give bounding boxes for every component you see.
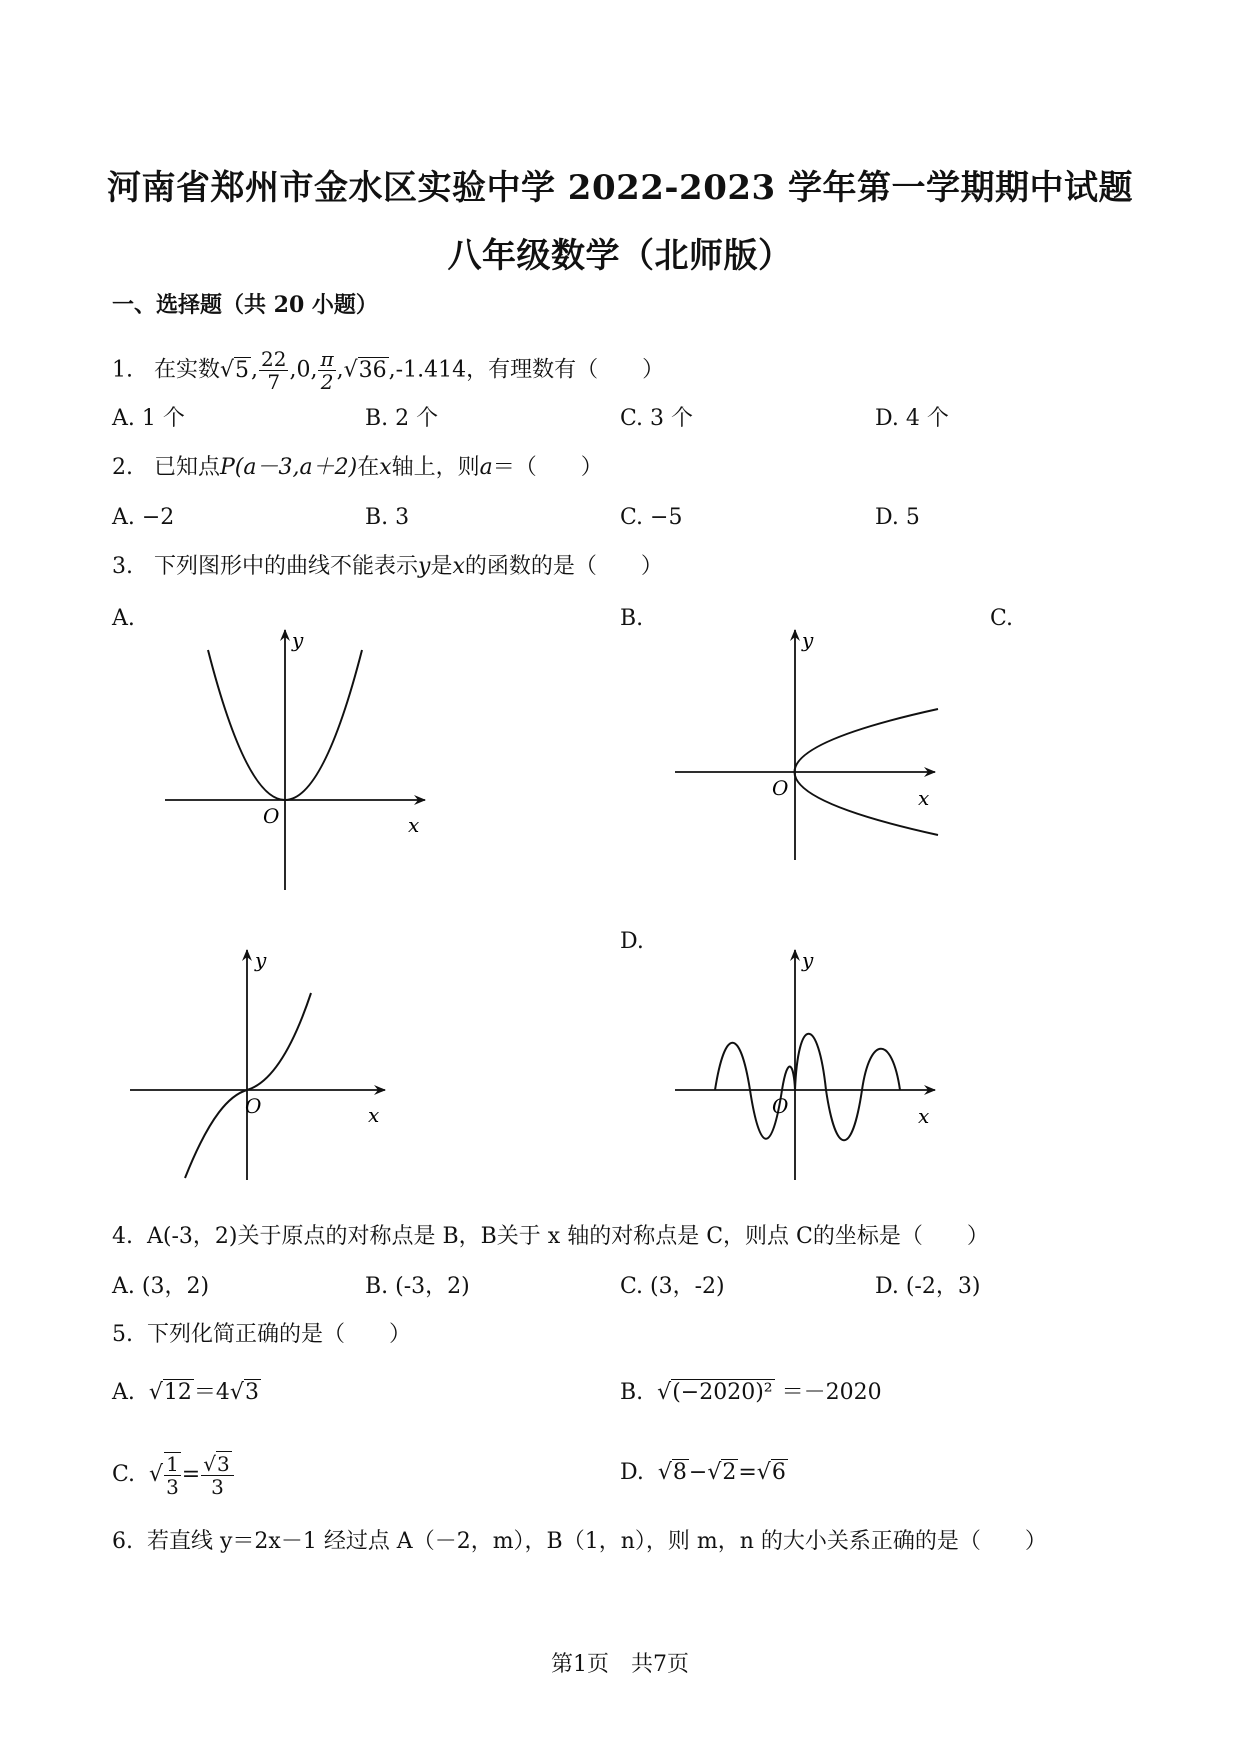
- sqrt-8: 8: [672, 1460, 687, 1485]
- point-expression: P(a－3,a＋2): [220, 455, 358, 480]
- fraction-sqrt3-3: $\frac{√3}{3}$: [201, 1453, 233, 1498]
- q1-option-b[interactable]: B. 2 个: [365, 406, 439, 431]
- q3-option-c-label[interactable]: C.: [990, 606, 1014, 631]
- x-axis-label: x: [918, 786, 930, 810]
- q4-option-a[interactable]: A. (3，2): [112, 1274, 210, 1299]
- variable-y: y: [418, 554, 431, 579]
- question-6: [112, 1527, 1047, 1557]
- zero-value: 0: [296, 357, 311, 383]
- question-1: 1. 在实数√5, $\frac{22}{7}$ ,0, $\frac{\pi}{2}$ ,√36,-1.414，有理数有（ ）: [112, 347, 665, 394]
- x-axis-label: x: [918, 1104, 930, 1128]
- question-text-end: ＝（ ）: [492, 455, 603, 480]
- negative-value: -1.414: [395, 357, 467, 383]
- section-heading: 一、选择题（共 20 小题）: [112, 292, 378, 318]
- fraction-pi-2: $\frac{\pi}{2}$: [320, 347, 334, 394]
- origin-label: O: [263, 804, 280, 828]
- variable-x: x: [379, 455, 392, 480]
- question-number: 6.: [112, 1529, 133, 1554]
- question-2: [112, 453, 603, 483]
- question-suffix: ，有理数有（ ）: [466, 357, 665, 383]
- question-text: 已知点: [153, 455, 220, 480]
- graph-b-sideways-parabola: [670, 625, 950, 865]
- question-text: 下列图形中的曲线不能表示: [153, 554, 418, 579]
- q4-option-b[interactable]: B. (-3，2): [365, 1274, 470, 1299]
- q5-option-d[interactable]: D. √8−√2=√6: [620, 1460, 786, 1485]
- question-number: 1.: [112, 357, 133, 383]
- variable-a: a: [479, 455, 493, 480]
- page-title: 河南省郑州市金水区实验中学 2022-2023 学年第一学期期中试题: [106, 168, 1134, 208]
- sqrt-36: 36: [358, 357, 387, 383]
- fraction-22-7: $\frac{22}{7}$: [261, 347, 287, 394]
- equals-four: ＝4: [193, 1380, 230, 1405]
- sqrt-3: 3: [244, 1380, 259, 1405]
- q1-option-d[interactable]: D. 4 个: [875, 406, 949, 431]
- question-text-end: 的函数的是（ ）: [464, 554, 663, 579]
- sqrt-6: 6: [771, 1460, 786, 1485]
- question-number: 3.: [112, 554, 133, 579]
- q3-option-b-label[interactable]: B.: [620, 606, 644, 631]
- option-label: B.: [620, 1380, 644, 1405]
- question-text: A(-3，2)关于原点的对称点是 B，B关于 x 轴的对称点是 C，则点 C的坐标是（ ）: [147, 1224, 989, 1249]
- question-number: 2.: [112, 455, 133, 480]
- option-label: D.: [620, 1460, 644, 1485]
- y-axis-label: y: [292, 628, 304, 652]
- question-5: [112, 1320, 411, 1350]
- x-axis-label: x: [408, 813, 420, 837]
- question-text-suffix: 轴上，则: [391, 455, 480, 480]
- question-text: 在实数: [153, 357, 220, 383]
- y-axis-label: y: [255, 948, 267, 972]
- fraction-1-3: $\frac{1}{3}$: [166, 1452, 179, 1499]
- question-3: [112, 552, 663, 582]
- q2-option-b[interactable]: B. 3: [365, 505, 410, 530]
- question-number: 4.: [112, 1224, 133, 1249]
- sqrt-12: 12: [163, 1380, 192, 1405]
- graph-a-parabola: [150, 625, 440, 895]
- q3-option-d-label[interactable]: D.: [620, 929, 644, 954]
- x-axis-label: x: [368, 1103, 380, 1127]
- equals-neg-2020: ＝－2020: [781, 1380, 882, 1405]
- variable-x: x: [452, 554, 465, 579]
- y-axis-label: y: [802, 948, 814, 972]
- sqrt-2: 2: [722, 1460, 737, 1485]
- q5-option-b[interactable]: B. √(−2020)² ＝－2020: [620, 1380, 882, 1405]
- question-text: 下列化简正确的是（ ）: [147, 1322, 412, 1347]
- minus-sign: −: [688, 1460, 708, 1485]
- y-axis-label: y: [802, 628, 814, 652]
- q2-option-c[interactable]: C. −5: [620, 505, 683, 530]
- q1-option-a[interactable]: A. 1 个: [112, 406, 185, 431]
- graph-c-cubic: [125, 945, 405, 1185]
- q2-option-d[interactable]: D. 5: [875, 505, 920, 530]
- equals-sign: =: [738, 1460, 757, 1485]
- question-text: 若直线 y＝2x－1 经过点 A（－2，m），B（1，n），则 m，n 的大小关系正确的是（ ）: [147, 1529, 1047, 1554]
- q1-option-c[interactable]: C. 3 个: [620, 406, 694, 431]
- q2-option-a[interactable]: A. −2: [112, 505, 175, 530]
- origin-label: O: [772, 776, 789, 800]
- equals-sign: =: [181, 1462, 201, 1487]
- question-text-mid: 是: [430, 554, 453, 579]
- origin-label: O: [772, 1094, 789, 1118]
- question-4: [112, 1222, 989, 1252]
- question-text-mid: 在: [357, 455, 380, 480]
- option-label: C.: [112, 1462, 136, 1487]
- graph-d-wave: [670, 945, 950, 1185]
- origin-label: O: [245, 1094, 262, 1118]
- q4-option-c[interactable]: C. (3，-2): [620, 1274, 725, 1299]
- q4-option-d[interactable]: D. (-2，3): [875, 1274, 981, 1299]
- q5-option-a[interactable]: A. √12＝4√3: [112, 1380, 259, 1405]
- q5-option-c[interactable]: C. √ $\frac{1}{3}$ = $\frac{√3}{3}$: [112, 1452, 235, 1498]
- page-subtitle: 八年级数学（北师版）: [447, 236, 793, 276]
- sqrt-5: 5: [235, 357, 250, 383]
- q3-option-a-label[interactable]: A.: [112, 606, 135, 631]
- sqrt-neg-2020-squared: (−2020)²: [672, 1380, 773, 1405]
- option-label: A.: [112, 1380, 135, 1405]
- page-footer: 第1页 共7页: [551, 1652, 689, 1677]
- question-number: 5.: [112, 1322, 133, 1347]
